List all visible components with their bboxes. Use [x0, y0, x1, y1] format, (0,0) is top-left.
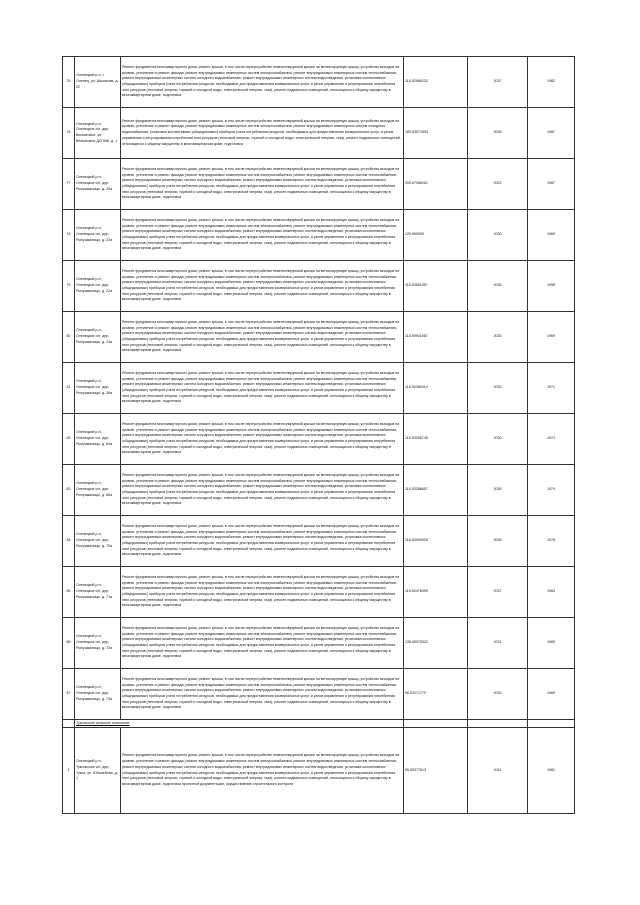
row-cost: 115.53296745 [404, 414, 468, 465]
row-cost: 115.53286657 [404, 465, 468, 516]
row-number: 78 [63, 210, 75, 261]
row-cost: 95.5037761З [404, 728, 468, 814]
row-repair-year: 2035 [468, 261, 528, 312]
row-built-year: 1974 [528, 414, 575, 465]
row-address: Оленецкий р-н, Оленецкое с/п, дер. Рыпушкалицы, д. 26а [75, 363, 121, 414]
row-works: Ремонт фундамента многоквартирного дома, ремонт крыши, в том числе переустройство невентилируемой крыши на вентилируемую крышу, устройство выходов на кровлю, утепление и ремонт фасада, ремонт внутридомовых инженерных систем электроснабжения, ремонт внутридомовых инженерных систем теплоснабжения, ремонт внутридомовых инженерных систем холодного водоснабжения, ремонт внутридомовых инженерных систем водоотведения, установка коллективных (общедомовых) приборов учета потребления ресурсов, необходимых для предоставления коммунальных услуг, и узлов управления и регулирования потребления этих ресурсов (тепловой энергии, горячей и холодной воды, электрической энергии, газа), ремонт подвальных помещений, относящихся к общему имуществу в многоквартирном доме, подготовка [121, 414, 404, 465]
row-repair-year: 2036 [468, 516, 528, 567]
row-works: Ремонт фундамента многоквартирного дома, ремонт крыши, в том числе переустройство невентилируемой крыши на вентилируемую крышу, устройство выходов на кровлю, утепление и ремонт фасада, ремонт внутридомовых инженерных систем электроснабжения, ремонт внутридомовых инженерных систем теплоснабжения, ремонт внутридомовых инженерных систем холодного водоснабжения, ремонт внутридомовых инженерных систем водоотведения, установка коллективных (общедомовых) приборов учета потребления ресурсов, необходимых для предоставления коммунальных услуг, и узлов управления и регулирования потребления этих ресурсов (тепловой энергии, горячей и холодной воды, электрической энергии, газа), ремонт подвальных помещений, относящихся к общему имуществу в многоквартирном доме, подготовка [121, 465, 404, 516]
table-row [63, 312, 575, 363]
table-row [63, 414, 575, 465]
section-header-row [63, 720, 575, 728]
table-row [63, 728, 575, 814]
row-cost: 115.59901667 [404, 312, 468, 363]
row-address: Оленецкий р-н, Оленецкое с/п, дер. Рыпушкалицы, д. 20а [75, 159, 121, 210]
row-repair-year: 2035 [468, 312, 528, 363]
row-number: 80 [63, 312, 75, 363]
row-repair-year: 2023 [468, 159, 528, 210]
row-number: 79 [63, 261, 75, 312]
table-row [63, 57, 575, 108]
row-repair-year: 2035 [468, 465, 528, 516]
table-body [63, 57, 575, 814]
row-built-year: 1981 [528, 728, 575, 814]
row-cost: 96.53271770 [404, 669, 468, 720]
row-built-year: 1969 [528, 210, 575, 261]
section-number-cell [63, 720, 75, 728]
row-number: 76 [63, 108, 75, 159]
row-cost: 115.52489414 [404, 363, 468, 414]
row-repair-year: 2037 [468, 567, 528, 618]
row-repair-year: 2030 [468, 210, 528, 261]
section-empty-cell [468, 720, 528, 728]
row-works: Ремонт фундамента многоквартирного дома, ремонт крыши, в том числе переустройство невентилируемой крыши на вентилируемую крышу, устройство выходов на кровлю, утепление и ремонт фасада, ремонт внутридомовых инженерных систем электроснабжения, ремонт внутридомовых инженерных систем теплоснабжения, ремонт внутридомовых инженерных систем холодного водоснабжения, ремонт внутридомовых инженерных систем водоотведения, установка коллективных (общедомовых) приборов учета потребления ресурсов, необходимых для предоставления коммунальных услуг, и узлов управления и регулирования потребления этих ресурсов (тепловой энергии, горячей и холодной воды, электрической энергии, газа), ремонт подвальных помещений, относящихся к общему имуществу в многоквартирном доме, подготовка [121, 210, 404, 261]
row-number: 76 [63, 57, 75, 108]
table-row [63, 669, 575, 720]
row-number: 87 [63, 669, 75, 720]
row-works: Ремонт фундамента многоквартирного дома, ремонт крыши, в том числе переустройство невентилируемой крыши на вентилируемую крышу, устройство выходов на кровлю, утепление и ремонт фасада, ремонт внутридомовых инженерных систем электроснабжения, ремонт внутридомовых инженерных систем холодного водоснабжения, установка коллективных (общедомовых) приборов учета потребления ресурсов, необходимых для предоставления коммунальных услуг, и узлов управления и регулирования потребления этих ресурсов (тепловой энергии, горячей и холодной воды, электрической энергии, газа), ремонт подвальных помещений, относящихся к общему имуществу в многоквартирном доме, подготовка [121, 108, 404, 159]
table-row [63, 516, 575, 567]
row-address: Оленецкий р-н, Тукольское с/п, дер. Тукса, ул. Юбилейная, д. 1 [75, 728, 121, 814]
row-address: Оленецкий р-н, Оленецкое с/п, дер. Рыпушкалицы, д. 22а [75, 261, 121, 312]
row-address: Оленецкий р-н, Оленецкое с/п, дер. Велкатовье, ул. Велкатовье,ДСПМК, д. 1 [75, 108, 121, 159]
table-row [63, 618, 575, 669]
row-number: 84 [63, 516, 75, 567]
row-address: Оленецкий р-н, г. Оленец, ул. Школьная, д. 22 [75, 57, 121, 108]
row-repair-year: 2033 [468, 363, 528, 414]
row-built-year: 1989 [528, 669, 575, 720]
row-works: Ремонт фундамента многоквартирного дома, ремонт крыши, в том числе переустройство невентилируемой крыши на вентилируемую крышу, устройство выходов на кровлю, утепление и ремонт фасада, ремонт внутридомовых инженерных систем электроснабжения, ремонт внутридомовых инженерных систем теплоснабжения, ремонт внутридомовых инженерных систем холодного водоснабжения, ремонт внутридомовых инженерных систем водоотведения, установка коллективных (общедомовых) приборов учета потребления ресурсов, необходимых для предоставления коммунальных услуг, и узлов управления и регулирования потребления этих ресурсов (тепловой энергии, горячей и холодной воды, электрической энергии, газа), ремонт подвальных помещений, относящихся к общему имуществу в многоквартирном доме, подготовка [121, 57, 404, 108]
row-address: Оленецкий р-н, Оленецкое с/п, дер. Рыпушкалицы, д. 66а [75, 465, 121, 516]
row-address: Оленецкий р-н, Оленецкое с/п, дер. Рыпушкалицы, д. 64а [75, 414, 121, 465]
row-address: Оленецкий р-н, Оленецкое с/п, дер. Рыпушкалицы, д. 72а [75, 618, 121, 669]
row-repair-year: 2031 [468, 618, 528, 669]
row-number: 1 [63, 728, 75, 814]
row-built-year: 1974 [528, 465, 575, 516]
section-title: Тукольское сельское поселение [75, 720, 404, 728]
row-cost: 135.55975322 [404, 618, 468, 669]
row-built-year: 1985 [528, 618, 575, 669]
row-built-year: 1987 [528, 108, 575, 159]
row-works: Ремонт фундамента многоквартирного дома, ремонт крыши, в том числе переустройство невентилируемой крыши на вентилируемую крышу, устройство выходов на кровлю, утепление и ремонт фасада, ремонт внутридомовых инженерных систем электроснабжения, ремонт внутридомовых инженерных систем теплоснабжения, ремонт внутридомовых инженерных систем холодного водоснабжения, ремонт внутридомовых инженерных систем водоотведения, установка коллективных (общедомовых) приборов учета потребления ресурсов, необходимых для предоставления коммунальных услуг, и узлов управления и регулирования потребления этих ресурсов (тепловой энергии, горячей и холодной воды, электрической энергии, газа), ремонт подвальных помещений, относящихся к общему имуществу в многоквартирном доме, подготовка [121, 261, 404, 312]
table-row [63, 363, 575, 414]
row-repair-year: 2036 [468, 108, 528, 159]
row-address: Оленецкий р-н, Оленецкое с/п, дер. Рыпушкалицы, д. 73а [75, 669, 121, 720]
row-works: Ремонт фундамента многоквартирного дома, ремонт крыши, в том числе переустройство невентилируемой крыши на вентилируемую крышу, устройство выходов на кровлю, утепление и ремонт фасада, ремонт внутридомовых инженерных систем электроснабжения, ремонт внутридомовых инженерных систем теплоснабжения, ремонт внутридомовых инженерных систем холодного водоснабжения, ремонт внутридомовых инженерных систем водоотведения, установка коллективных (общедомовых) приборов учета потребления ресурсов, необходимых для предоставления коммунальных услуг, и узлов управления и регулирования потребления этих ресурсов (тепловой энергии, горячей и холодной воды, электрической энергии, газа), ремонт подвальных помещений, относящихся к общему имуществу в многоквартирном доме, подготовка проектной документации, осуществление строительного контроля [121, 728, 404, 814]
row-works: Ремонт фундамента многоквартирного дома, ремонт крыши, в том числе переустройство невентилируемой крыши на вентилируемую крышу, устройство выходов на кровлю, утепление и ремонт фасада, ремонт внутридомовых инженерных систем электроснабжения, ремонт внутридомовых инженерных систем теплоснабжения, ремонт внутридомовых инженерных систем холодного водоснабжения, ремонт внутридомовых инженерных систем водоотведения, установка коллективных (общедомовых) приборов учета потребления ресурсов, необходимых для предоставления коммунальных услуг, и узлов управления и регулирования потребления этих ресурсов (тепловой энергии, горячей и холодной воды, электрической энергии, газа), ремонт подвальных помещений, относящихся к общему имуществу в многоквартирном доме, подготовка [121, 618, 404, 669]
row-built-year: 1976 [528, 516, 575, 567]
row-built-year: 1958 [528, 261, 575, 312]
table-row [63, 210, 575, 261]
table-row [63, 465, 575, 516]
row-number: 83 [63, 465, 75, 516]
row-cost: 116.53681557 [404, 261, 468, 312]
row-address: Оленецкий р-н, Оленецкое с/п, дер. Рыпушкалицы, д. 22а [75, 210, 121, 261]
row-address: Оленецкий р-н, Оленецкое с/п, дер. Рыпушкалицы, д. 71а [75, 567, 121, 618]
capital-repair-table [62, 56, 575, 814]
row-repair-year: 2037 [468, 57, 528, 108]
table-row [63, 261, 575, 312]
section-empty-cell [404, 720, 468, 728]
row-cost: 115.52476995 [404, 567, 468, 618]
row-works: Ремонт фундамента многоквартирного дома, ремонт крыши, в том числе переустройство невентилируемой крыши на вентилируемую крышу, устройство выходов на кровлю, утепление и ремонт фасада, ремонт внутридомовых инженерных систем электроснабжения, ремонт внутридомовых инженерных систем теплоснабжения, ремонт внутридомовых инженерных систем холодного водоснабжения, ремонт внутридомовых инженерных систем водоотведения, установка коллективных (общедомовых) приборов учета потребления ресурсов, необходимых для предоставления коммунальных услуг, и узлов управления и регулирования потребления этих ресурсов (тепловой энергии, горячей и холодной воды, электрической энергии, газа), ремонт подвальных помещений, относящихся к общему имуществу в многоквартирном доме, подготовка [121, 363, 404, 414]
row-works: Ремонт фундамента многоквартирного дома, ремонт крыши, в том числе переустройство невентилируемой крыши на вентилируемую крышу, устройство выходов на кровлю, утепление и ремонт фасада, ремонт внутридомовых инженерных систем электроснабжения, ремонт внутридомовых инженерных систем теплоснабжения, ремонт внутридомовых инженерных систем холодного водоснабжения, ремонт внутридомовых инженерных систем водоотведения, установка коллективных (общедомовых) приборов учета потребления ресурсов, необходимых для предоставления коммунальных услуг, и узлов управления и регулирования потребления этих ресурсов (тепловой энергии, горячей и холодной воды, электрической энергии, газа), ремонт подвальных помещений, относящихся к общему имуществу в многоквартирном доме, подготовка [121, 567, 404, 618]
row-cost: 115.52986223 [404, 57, 468, 108]
row-works: Ремонт фундамента многоквартирного дома, ремонт крыши, в том числе переустройство невентилируемой крыши на вентилируемую крышу, устройство выходов на кровлю, утепление и ремонт фасада, ремонт внутридомовых инженерных систем электроснабжения, ремонт внутридомовых инженерных систем теплоснабжения, ремонт внутридомовых инженерных систем холодного водоснабжения, ремонт внутридомовых инженерных систем водоотведения, установка коллективных (общедомовых) приборов учета потребления ресурсов, необходимых для предоставления коммунальных услуг, и узлов управления и регулирования потребления этих ресурсов (тепловой энергии, горячей и холодной воды, электрической энергии, газа), ремонт подвальных помещений, относящихся к общему имуществу в многоквартирном доме, подготовка [121, 159, 404, 210]
row-number: 85 [63, 567, 75, 618]
table-row [63, 159, 575, 210]
row-cost: 185.53071653 [404, 108, 468, 159]
row-number: 81 [63, 363, 75, 414]
document-page [62, 56, 574, 814]
row-built-year: 1969 [528, 312, 575, 363]
row-built-year: 1971 [528, 363, 575, 414]
row-address: Оленецкий р-н, Оленецкое с/п, дер. Рыпушкалицы, д. 70а [75, 516, 121, 567]
section-empty-cell [528, 720, 575, 728]
row-number: 82 [63, 414, 75, 465]
row-repair-year: 2032 [468, 669, 528, 720]
row-cost: 116.53094926 [404, 516, 468, 567]
row-built-year: 1982 [528, 57, 575, 108]
row-repair-year: 2030 [468, 414, 528, 465]
row-works: Ремонт фундамента многоквартирного дома, ремонт крыши, в том числе переустройство невентилируемой крыши на вентилируемую крышу, устройство выходов на кровлю, утепление и ремонт фасада, ремонт внутридомовых инженерных систем электроснабжения, ремонт внутридомовых инженерных систем теплоснабжения, ремонт внутридомовых инженерных систем холодного водоснабжения, ремонт внутридомовых инженерных систем водоотведения, установка коллективных (общедомовых) приборов учета потребления ресурсов, необходимых для предоставления коммунальных услуг, и узлов управления и регулирования потребления этих ресурсов (тепловой энергии, горячей и холодной воды, электрической энергии, газа), ремонт подвальных помещений, относящихся к общему имуществу в многоквартирном доме, подготовка [121, 312, 404, 363]
row-works: Ремонт фундамента многоквартирного дома, ремонт крыши, в том числе переустройство невентилируемой крыши на вентилируемую крышу, устройство выходов на кровлю, утепление и ремонт фасада, ремонт внутридомовых инженерных систем электроснабжения, ремонт внутридомовых инженерных систем теплоснабжения, ремонт внутридомовых инженерных систем холодного водоснабжения, ремонт внутридомовых инженерных систем водоотведения, установка коллективных (общедомовых) приборов учета потребления ресурсов, необходимых для предоставления коммунальных услуг, и узлов управления и регулирования потребления этих ресурсов (тепловой энергии, горячей и холодной воды, электрической энергии, газа), ремонт подвальных помещений, относящихся к общему имуществу в многоквартирном доме, подготовка [121, 516, 404, 567]
row-works: Ремонт фундамента многоквартирного дома, ремонт крыши, в том числе переустройство невентилируемой крыши на вентилируемую крышу, устройство выходов на кровлю, утепление и ремонт фасада, ремонт внутридомовых инженерных систем электроснабжения, ремонт внутридомовых инженерных систем теплоснабжения, ремонт внутридомовых инженерных систем холодного водоснабжения, ремонт внутридомовых инженерных систем водоотведения, установка коллективных (общедомовых) приборов учета потребления ресурсов, необходимых для предоставления коммунальных услуг, и узлов управления и регулирования потребления этих ресурсов (тепловой энергии, горячей и холодной воды, электрической энергии, газа), ремонт подвальных помещений, относящихся к общему имуществу в многоквартирном доме, подготовка [121, 669, 404, 720]
row-built-year: 1987 [528, 159, 575, 210]
row-repair-year: 2041 [468, 728, 528, 814]
row-cost: 205.67068261 [404, 159, 468, 210]
row-number: 77 [63, 159, 75, 210]
table-row [63, 108, 575, 159]
row-number: 86 [63, 618, 75, 669]
row-address: Оленецкий р-н, Оленецкое с/п, дер. Рыпушкалицы, д. 24а [75, 312, 121, 363]
row-cost: 125.969905 [404, 210, 468, 261]
table-row [63, 567, 575, 618]
row-built-year: 1984 [528, 567, 575, 618]
